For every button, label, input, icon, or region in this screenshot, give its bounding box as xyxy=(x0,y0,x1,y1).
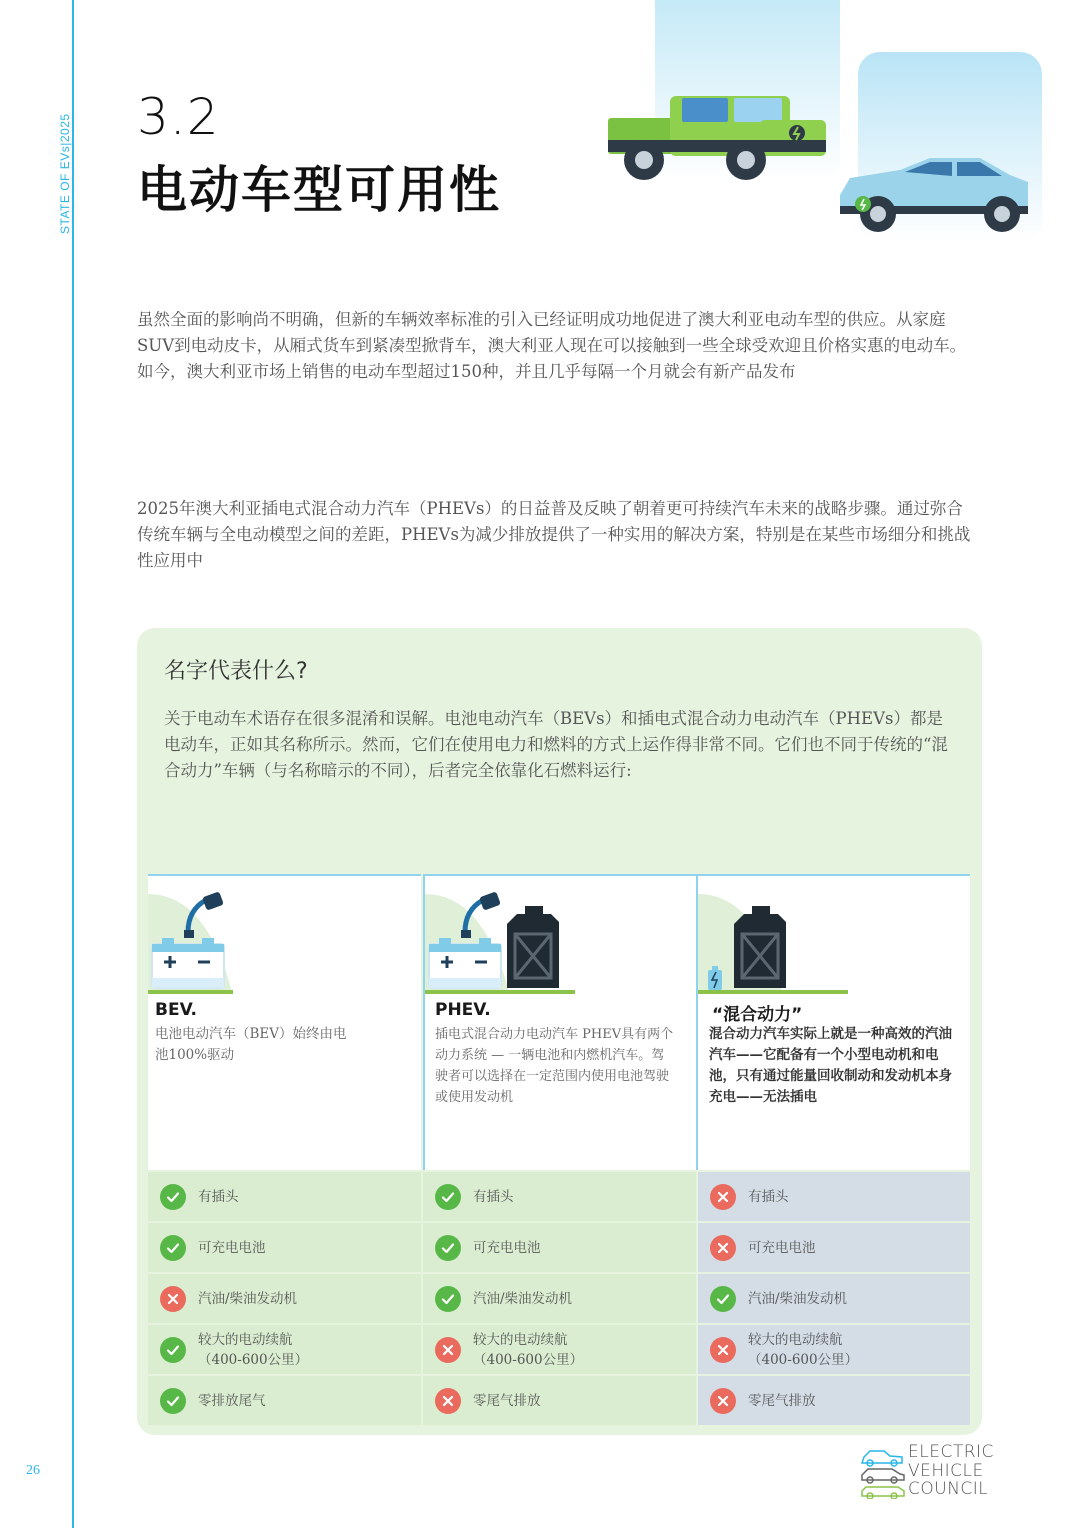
phev-column xyxy=(423,874,696,1170)
phev-icons xyxy=(425,892,655,994)
feature-label: 零尾气排放 xyxy=(473,1392,541,1409)
fuel-can-icon xyxy=(734,906,786,988)
feature-label: 可充电电池 xyxy=(473,1239,541,1256)
battery-icon xyxy=(152,938,224,988)
feature-sublabel: （400-600公里） xyxy=(748,1351,859,1368)
info-box-title: 名字代表什么? xyxy=(164,659,308,684)
car-outline-icon xyxy=(858,1443,908,1499)
feature-cell xyxy=(148,1376,421,1425)
feature-cell xyxy=(423,1376,696,1425)
comparison-table xyxy=(148,874,970,1427)
fuel-can-icon xyxy=(507,906,559,988)
phev-description: 插电式混合动力电动汽车 PHEV具有两个动力系统 — 一辆电池和内燃机汽车。驾驶者可以选择在一定范围内使用电池驾驶或使用发动机 xyxy=(435,1027,674,1105)
feature-cell xyxy=(698,1274,970,1323)
feature-cell xyxy=(423,1172,696,1221)
info-box-intro: 关于电动车术语存在很多混淆和误解。电池电动汽车（BEVs）和插电式混合动力电动汽车（PHEVs）都是电动车，正如其名称所示。然而，它们在使用电力和燃料的方式上运作得非常不同。它们也不同于传统的“混合动力”车辆（与名称暗示的不同），后者完全依靠化石燃料运行: xyxy=(164,709,948,780)
feature-label: 零尾气排放 xyxy=(748,1392,816,1409)
feature-cell xyxy=(698,1223,970,1272)
feature-label: 较大的电动续航 （400-600公里） xyxy=(748,1331,859,1368)
cross-icon xyxy=(435,1388,461,1414)
cross-icon xyxy=(435,1337,461,1363)
phev-title: PHEV. xyxy=(435,1000,491,1020)
feature-label: 可充电电池 xyxy=(198,1239,266,1256)
feature-label: 零排放尾气 xyxy=(198,1392,266,1409)
cross-icon xyxy=(710,1337,736,1363)
feature-label: 汽油/柴油发动机 xyxy=(198,1290,298,1307)
phev-paragraph: 2025年澳大利亚插电式混合动力汽车（PHEVs）的日益普及反映了朝着更可持续汽车未来的战略步骤。通过弥合传统车辆与全电动模型之间的差距，PHEVs为减少排放提供了一种实用的解决方案，特别是在某些市场细分和挑战性应用中 xyxy=(137,499,971,570)
intro-paragraph: 虽然全面的影响尚不明确，但新的车辆效率标准的引入已经证明成功地促进了澳大利亚电动车型的供应。从家庭SUV到电动皮卡，从厢式货车到紧凑型掀背车，澳大利亚人现在可以接触到一些全球受欢迎且价格实惠的电动车。如今，澳大利亚市场上销售的电动车型超过150种，并且几乎每隔一个月就会有新产品发布 xyxy=(137,310,967,381)
section-number: 3.2 xyxy=(137,88,220,146)
check-icon xyxy=(710,1286,736,1312)
cross-icon xyxy=(160,1286,186,1312)
feature-label: 有插头 xyxy=(748,1188,789,1205)
hybrid-title: “混合动力” xyxy=(712,1005,803,1025)
feature-cell xyxy=(148,1172,421,1221)
feature-label: 较大的电动续航 （400-600公里） xyxy=(198,1331,309,1368)
feature-label: 汽油/柴油发动机 xyxy=(473,1290,573,1307)
feature-sublabel: （400-600公里） xyxy=(198,1351,309,1368)
cross-icon xyxy=(710,1184,736,1210)
battery-icon xyxy=(429,938,501,988)
check-icon xyxy=(160,1184,186,1210)
vehicles-illustration xyxy=(600,0,1050,250)
hybrid-column xyxy=(696,874,970,1170)
bev-icons xyxy=(148,892,378,994)
feature-cell xyxy=(698,1172,970,1221)
feature-label: 汽油/柴油发动机 xyxy=(748,1290,848,1307)
feature-cell xyxy=(423,1325,696,1374)
check-icon xyxy=(160,1388,186,1414)
feature-cell xyxy=(698,1376,970,1425)
side-rule xyxy=(72,0,74,1528)
feature-label: 有插头 xyxy=(198,1188,239,1205)
logo-line-2: VEHICLE xyxy=(908,1460,984,1481)
feature-sublabel: （400-600公里） xyxy=(473,1351,584,1368)
check-icon xyxy=(435,1184,461,1210)
feature-cell xyxy=(423,1274,696,1323)
check-icon xyxy=(435,1286,461,1312)
page-title: 电动车型可用性 xyxy=(137,161,501,219)
feature-cell xyxy=(148,1223,421,1272)
check-icon xyxy=(160,1235,186,1261)
report-label: STATE OF EVs|2025 xyxy=(58,107,72,240)
evc-logo xyxy=(858,1442,994,1499)
logo-line-1: ELECTRIC xyxy=(908,1442,994,1462)
hybrid-icons xyxy=(698,892,928,994)
hybrid-description: 混合动力汽车实际上就是一种高效的汽油汽车——它配备有一个小型电动机和电池，只有通过能量回收制动和发动机本身充电——无法插电 xyxy=(709,1026,952,1105)
cross-icon xyxy=(710,1235,736,1261)
cross-icon xyxy=(710,1388,736,1414)
feature-cell xyxy=(148,1274,421,1323)
bev-column xyxy=(148,874,421,1170)
feature-cell xyxy=(423,1223,696,1272)
bev-title: BEV. xyxy=(155,1000,197,1020)
page-number: 26 xyxy=(26,1463,40,1478)
feature-cell xyxy=(698,1325,970,1374)
check-icon xyxy=(160,1337,186,1363)
feature-label: 较大的电动续航 （400-600公里） xyxy=(473,1331,584,1368)
check-icon xyxy=(435,1235,461,1261)
bev-description: 电池电动汽车（BEV）始终由电池100%驱动 xyxy=(155,1026,347,1063)
feature-label: 有插头 xyxy=(473,1188,514,1205)
feature-cell xyxy=(148,1325,421,1374)
logo-line-3: COUNCIL xyxy=(908,1479,989,1499)
feature-label: 可充电电池 xyxy=(748,1239,816,1256)
